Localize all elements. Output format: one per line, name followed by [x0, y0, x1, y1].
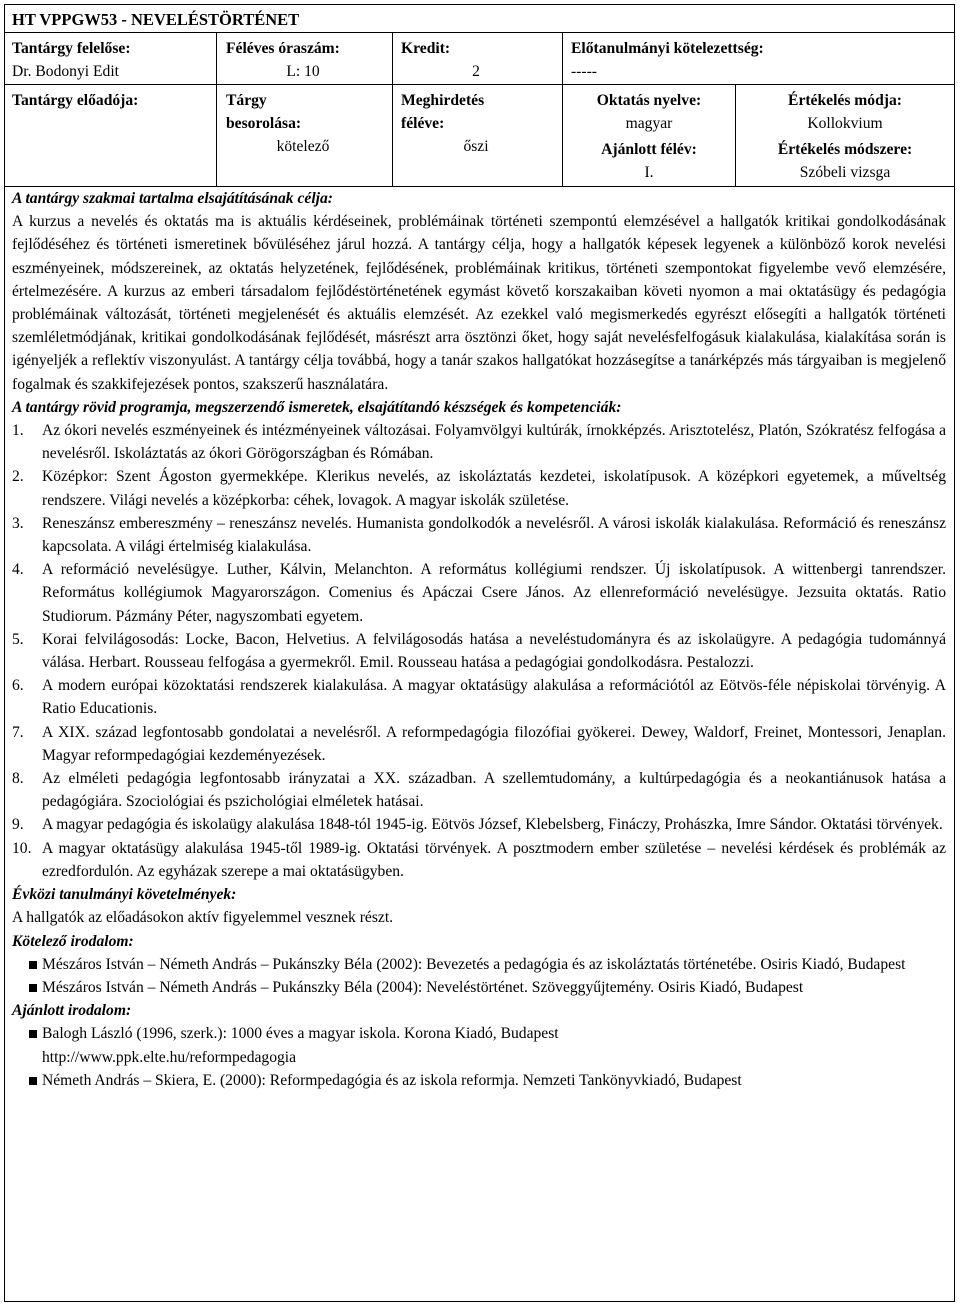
item-text: A XIX. század legfontosabb gondolatai a nevelésről. A reformpedagógia filozófiai gyökerei. Dewey, Waldorf, Freinet, Montessori, Jenaplan. Magyar reformpedagógiai kezdeményezések.	[42, 723, 946, 764]
literature-entry: Mészáros István – Németh András – Pukánszky Béla (2002): Bevezetés a pedagógia és az iskoláztatás történetébe. Osiris Kiadó, Budapest	[42, 955, 906, 973]
classification-label-line2: besorolása:	[226, 115, 302, 132]
assessment-mode-label: Értékelés módja:	[788, 92, 902, 109]
item-number: 2.	[12, 468, 24, 486]
item-text: Reneszánsz embereszmény – reneszánsz nevelés. Humanista gondolkodók a nevelésről. A városi iskolák kialakulása. Reformáció és reneszánsz kapcsolata. A világi értelmiség kialakulása.	[42, 514, 946, 556]
item-number: 5.	[12, 630, 24, 648]
announced-label-line2: féléve:	[401, 115, 445, 132]
list-item	[12, 953, 946, 976]
item-number: 1.	[12, 422, 24, 440]
requirements-text: A hallgatók az előadásokon aktív figyelemmel vesznek részt.	[12, 909, 394, 927]
recommended-semester-value: I.	[644, 164, 654, 181]
prereq-label: Előtanulmányi kötelezettség:	[571, 40, 764, 57]
course-header-table	[5, 5, 954, 187]
item-text: A magyar pedagógia és iskolaügy alakulása 1848-tól 1945-ig. Eötvös József, Klebelsberg, Fináczy, Prohászka, Imre Sándor. Oktatási törvények.	[42, 816, 943, 834]
bullet-square-icon	[29, 1030, 37, 1038]
language-label: Oktatás nyelve:	[596, 92, 702, 109]
list-item	[12, 558, 946, 628]
literature-entry: Mészáros István – Németh András – Pukánszky Béla (2004): Neveléstörténet. Szöveggyűjtemény. Osiris Kiadó, Budapest	[42, 978, 804, 996]
list-item	[12, 628, 946, 674]
item-text: A reformáció nevelésügye. Luther, Kálvin, Melanchton. A református kollégiumi rendszer. Új iskolatípusok. A wittenbergi tanrendszer. Református kollégiumok Magyarországon. Comenius és Apáczai Csere János. Az ellenreformáció nevelésügye. Jezsuita oktatás. Ratio Studiorum. Pázmány Péter, nagyszombati egyetem.	[42, 561, 946, 625]
list-item	[12, 512, 946, 558]
item-number: 7.	[12, 723, 24, 741]
list-item	[12, 674, 946, 720]
language-value: magyar	[625, 115, 673, 132]
divider	[5, 84, 954, 85]
course-sheet	[4, 4, 955, 1302]
item-number: 3.	[12, 514, 24, 532]
bullet-square-icon	[29, 961, 37, 969]
list-item	[12, 721, 946, 767]
bullet-square-icon	[29, 984, 37, 992]
announced-label: Meghirdetés	[401, 92, 485, 109]
list-item	[12, 837, 946, 883]
item-text: Az elméleti pedagógia legfontosabb irányzatai a XX. században. A szellemtudomány, a kultúrpedagógia és a neokantiánusok hatása a pedagógiára. Szociológiai és pszichológiai elméletek hatásai.	[42, 770, 946, 811]
prereq-value: -----	[571, 63, 597, 80]
divider	[216, 33, 217, 187]
bullet-square-icon	[29, 1077, 37, 1085]
responsible-name: Dr. Bodonyi Edit	[12, 63, 119, 80]
credit-value: 2	[472, 63, 480, 80]
literature-entry: Németh András – Skiera, E. (2000): Reformpedagógia és az iskola reformja. Nemzeti Tankönyvkiadó, Budapest	[42, 1071, 742, 1089]
list-item	[12, 767, 946, 813]
list-item	[12, 419, 946, 465]
course-body	[5, 187, 954, 1092]
item-text: Középkor: Szent Ágoston gyermekképe. Klerikus nevelés, az iskoláztatás kezdetei, iskolatípusok. A középkori egyetemek, a műveltség rendszere. Világi nevelés a középkorba: céhek, lovagok. A magyar iskolák születése.	[42, 468, 946, 509]
assessment-method-value: Szóbeli vizsga	[799, 164, 891, 181]
program-list	[12, 419, 946, 883]
divider	[392, 33, 393, 187]
list-item	[12, 1022, 946, 1068]
item-text: A magyar oktatásügy alakulása 1945-től 1989-ig. Oktatási törvények. A posztmodern ember születése – nevelési kérdések és problémák az ezredfordulón. Az egyházak szerepe a mai oktatásügyben.	[42, 839, 946, 880]
item-number: 8.	[12, 770, 24, 788]
item-number: 10.	[12, 839, 32, 857]
item-text: Korai felvilágosodás: Locke, Bacon, Helvetius. A felvilágosodás hatása a neveléstudományra és az iskolaügyre. A pedagógia tudománnyá válása. Herbart. Rousseau felfogása a gyermekről. Emil. Rousseau hatása a pedagógiai gondolkodásra. Pestalozzi.	[42, 630, 946, 672]
goal-title: A tantárgy szakmai tartalma elsajátításának célja:	[12, 190, 333, 207]
list-item	[12, 1069, 946, 1092]
recommended-literature-title: Ajánlott irodalom:	[12, 1002, 132, 1020]
program-title: A tantárgy rövid programja, megszerzendő ismeretek, elsajátítandó készségek és kompetenciák:	[12, 398, 622, 416]
classification-label: Tárgy	[226, 92, 267, 109]
item-number: 9.	[12, 816, 24, 834]
course-code: HT VPPGW53 - NEVELÉSTÖRTÉNET	[12, 10, 300, 29]
recommended-semester-label: Ajánlott félév:	[601, 141, 697, 158]
assessment-mode-value: Kollokvium	[807, 115, 883, 132]
mandatory-literature-title: Kötelező irodalom:	[12, 932, 134, 950]
list-item	[12, 465, 946, 511]
item-text: A modern európai közoktatási rendszerek kialakulása. A magyar oktatásügy alakulása a reformációtól az Eötvös-féle népiskolai törvényig. A Ratio Educationis.	[42, 677, 946, 718]
item-number: 4.	[12, 561, 24, 579]
lecturer-label: Tantárgy előadója:	[12, 92, 139, 109]
classification-value: kötelező	[276, 138, 330, 155]
item-number: 6.	[12, 677, 24, 695]
requirements-title: Évközi tanulmányi követelmények:	[12, 886, 237, 904]
hours-label: Féléves óraszám:	[226, 40, 340, 57]
literature-entry: Balogh László (1996, szerk.): 1000 éves a magyar iskola. Korona Kiadó, Budapest http://www.ppk.elte.hu/reformpedagogia	[42, 1025, 559, 1066]
item-text: Az ókori nevelés eszményeinek és intézményeinek változásai. Folyamvölgyi kultúrák, írnokképzés. Arisztotelész, Platón, Szókratész felfogása a nevelésről. Iskoláztatás az ókori Görögországban és Rómában.	[42, 422, 946, 463]
credit-label: Kredit:	[401, 40, 451, 57]
list-item	[12, 813, 946, 836]
responsible-label: Tantárgy felelőse:	[12, 40, 131, 57]
list-item	[12, 976, 946, 999]
hours-value: L: 10	[286, 63, 320, 80]
divider	[5, 32, 954, 33]
announced-value: őszi	[463, 138, 489, 155]
assessment-method-label: Értékelés módszere:	[777, 141, 913, 158]
goal-text: A kurzus a nevelés és oktatás ma is aktuális kérdéseinek, problémáinak történeti szempontú elemzésével a hallgatók kritikai gondolkodásának fejlődéséhez és történeti ismeretinek bővüléséhez járul hozzá. A tantárgy célja, hogy a hallgatók képesek legyenek a különböző korok nevelési eszményeinek, módszereinek, az oktatás helyzetének, fejlődésének, problémáinak kritikus, történeti szempontokat figyelembe vevő elemzésére, értelmezésére. A kurzus az emberi társadalom fejlődéstörténetének egymást követő korszakaiban követi nyomon a mai oktatásügy és pedagógia problémáinak változását, történeti megjelenését és aktuális elemzését. Az ezekkel való megismerkedés egyrészt elősegíti a hallgatók történeti szemléletmódjának, kritikai gondolkodásának fejlődését, másrészt arra ösztönzi őket, hogy saját nevelésfelfogásuk kialakulása, kialakítása során is igényeljék a reflektív viszonyulást. A tantárgy célja továbbá, hogy a tanár szakos hallgatókat hozzásegítse a tanárképzés más tárgyaiban is megjelenő fogalmak és szakkifejezések pontos, szakszerű használatára.	[12, 213, 946, 393]
